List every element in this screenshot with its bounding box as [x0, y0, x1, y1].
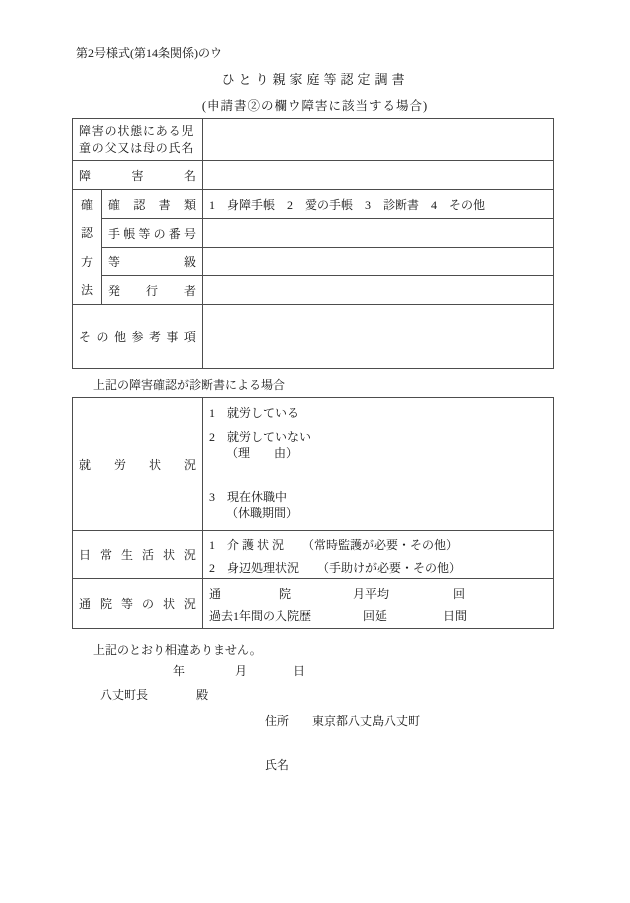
documents-options: 1 身障手帳 2 愛の手帳 3 診断書 4 その他 — [203, 190, 554, 219]
notebook-number-label: 手 帳 等 の 番 号 — [108, 226, 196, 241]
disability-name-label: 障 害 名 — [79, 168, 196, 183]
notebook-number-input-area[interactable] — [203, 219, 554, 248]
addressee-text: 八丈町長 — [100, 688, 149, 702]
date-year-label: 年 — [173, 664, 186, 678]
hospital-visit-label-1: 通 — [209, 587, 222, 601]
issuer-label: 発 行 者 — [108, 283, 196, 298]
grade-label-cell — [102, 248, 203, 276]
daily-life-selfcare-item: 2 身辺処理状況 （手助けが必要・その他） — [209, 561, 462, 575]
form-id-text: 第2号様式(第14条関係)のウ — [76, 46, 222, 60]
form-title: ひとり親家庭等認定調書 — [221, 72, 409, 87]
employment-option-on-leave: 3 現在休職中 — [209, 490, 288, 504]
employment-status-label: 就 労 状 況 — [79, 457, 196, 472]
grade-label: 等 級 — [108, 255, 196, 269]
hospital-times-total-unit: 回延 — [363, 609, 388, 623]
form-subtitle: (申請書②の欄ウ障害に該当する場合) — [201, 99, 429, 113]
diagnosis-table — [72, 397, 554, 629]
daily-life-content[interactable] — [203, 531, 554, 579]
hospital-monthly-avg-label: 月平均 — [353, 587, 390, 601]
disability-table — [72, 118, 554, 369]
hospital-history-label: 過去1年間の入院歴 — [209, 609, 312, 623]
employment-leave-period-label: （休職期間） — [226, 506, 299, 520]
parent-name-label-cell — [73, 119, 203, 161]
address-value: 東京都八丈島八丈町 — [312, 714, 421, 728]
other-notes-input-area[interactable] — [203, 305, 554, 369]
employment-option-working: 1 就労している — [209, 406, 300, 420]
diagnosis-case-note: 上記の障害確認が診断書による場合 — [93, 378, 286, 392]
other-notes-label: そ の 他 参 考 事 項 — [79, 330, 196, 344]
hospital-visits-content[interactable] — [203, 579, 554, 629]
disability-name-input-area[interactable] — [203, 161, 554, 190]
daily-life-label-cell — [73, 531, 203, 579]
other-notes-label-cell — [73, 305, 203, 369]
notebook-number-label-cell — [102, 219, 203, 248]
employment-status-label-cell — [73, 398, 203, 531]
grade-input-area[interactable] — [203, 248, 554, 276]
employment-option-not-working: 2 就労していない — [209, 430, 312, 444]
address-label: 住所 — [265, 714, 290, 728]
affirmation-text: 上記のとおり相違ありません。 — [93, 643, 262, 657]
documents-label: 確 認 書 類 — [108, 197, 196, 212]
confirm-method-vertical-label-cell — [73, 190, 102, 305]
issuer-input-area[interactable] — [203, 276, 554, 305]
issuer-label-cell — [102, 276, 203, 305]
disability-name-label-cell — [73, 161, 203, 190]
hospital-times-unit: 回 — [453, 587, 466, 601]
date-month-label: 月 — [235, 664, 248, 678]
confirm-method-vertical-label: 確 認 方 法 — [80, 198, 93, 297]
honorific-text: 殿 — [196, 688, 209, 702]
documents-label-cell — [102, 190, 203, 219]
parent-name-input-area[interactable] — [203, 119, 554, 161]
daily-life-care-item: 1 介 護 状 況 （常時監護が必要・その他） — [209, 538, 459, 552]
daily-life-label: 日 常 生 活 状 況 — [79, 548, 196, 562]
hospital-days-unit: 日間 — [443, 609, 468, 623]
employment-reason-label: （理 由） — [226, 446, 299, 460]
parent-name-label: 障害の状態にある児童の父又は母の氏名 — [79, 123, 195, 155]
employment-status-content[interactable] — [203, 398, 554, 531]
name-label: 氏名 — [265, 758, 290, 772]
date-day-label: 日 — [293, 664, 306, 678]
hospital-visit-label-2: 院 — [279, 587, 292, 601]
hospital-visits-label: 通 院 等 の 状 況 — [79, 597, 196, 611]
hospital-visits-label-cell — [73, 579, 203, 629]
